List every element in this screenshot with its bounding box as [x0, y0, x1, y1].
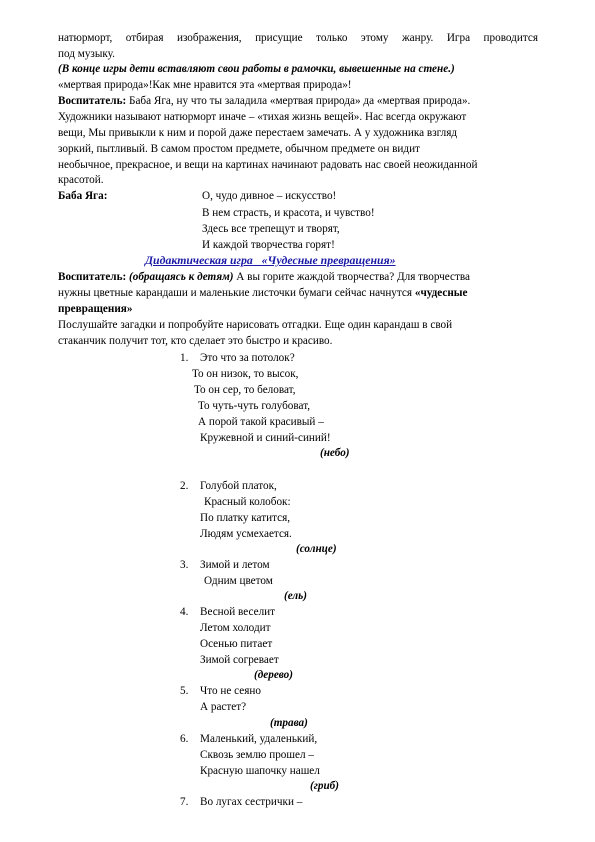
- riddle-line: А растет?: [200, 701, 247, 713]
- game-title-name: «Чудесные превращения»: [261, 253, 396, 267]
- paragraph-line: стаканчик получит тот, кто сделает это быстро и красиво.: [58, 335, 333, 347]
- verse-line: В нем страсть, и красота, и чувство!: [202, 207, 375, 219]
- speech-text: Баба Яга, ну что ты заладила «мертвая природа» да «мертвая природа».: [126, 95, 471, 107]
- riddle-line: Что не сеяно: [200, 685, 261, 697]
- riddle-line: Во лугах сестрички –: [200, 796, 303, 808]
- riddle-line: Летом холодит: [200, 622, 271, 634]
- riddle-line: Зимой и летом: [200, 559, 270, 571]
- educator-line: [58, 94, 538, 108]
- riddle-line: Это что за потолок?: [200, 352, 295, 364]
- game-title-label: Дидактическая игра: [145, 253, 253, 267]
- paragraph-line: Художники называют натюрморт иначе – «тихая жизнь вещей». Нас всегда окружают: [58, 111, 467, 123]
- riddle-line: То чуть-чуть голубоват,: [198, 400, 311, 412]
- riddle-line: Одним цветом: [204, 575, 273, 587]
- riddle-answer: (солнце): [296, 543, 337, 555]
- game-name-inline: превращения»: [58, 303, 133, 315]
- riddle-number: 2.: [180, 480, 189, 492]
- paragraph-line: Послушайте загадки и попробуйте нарисовать отгадки. Еще один карандаш в свой: [58, 319, 453, 331]
- riddle-line: Сквозь землю прошел –: [200, 749, 314, 761]
- verse-line: Здесь все трепещут и творят,: [202, 223, 340, 235]
- speaker-label: Воспитатель:: [58, 271, 127, 283]
- paragraph-line: вещи, Мы привыкли к ним и порой даже перестаем замечать. А у художника взгляд: [58, 127, 458, 139]
- riddle-line: Зимой согревает: [200, 654, 279, 666]
- game-name-inline: «чудесные: [412, 287, 468, 299]
- riddle-item: [180, 351, 295, 365]
- riddle-line: То он низок, то высок,: [192, 368, 299, 380]
- riddle-line: То он сер, то беловат,: [194, 384, 296, 396]
- paragraph-line: натюрморт, отбирая изображения, присущие только этому жанру. Игра проводится: [58, 32, 538, 44]
- riddle-item: [180, 558, 270, 572]
- riddle-number: 7.: [180, 796, 189, 808]
- speaker-label: Воспитатель:: [58, 95, 127, 107]
- paragraph-line: под музыку.: [58, 48, 115, 60]
- riddle-line: По платку катится,: [200, 512, 291, 524]
- riddle-item: [180, 732, 317, 746]
- paragraph-line: зоркий, пытливый. В самом простом предмете, обычном предмете он видит: [58, 143, 420, 155]
- riddle-item: [180, 479, 277, 493]
- riddle-item: [180, 605, 275, 619]
- riddle-line: Красный колобок:: [204, 496, 291, 508]
- riddle-number: 1.: [180, 352, 189, 364]
- riddle-item: [180, 795, 302, 809]
- verse-line: И каждой творчества горят!: [202, 239, 335, 251]
- riddle-line: Голубой платок,: [200, 480, 277, 492]
- riddle-line: Людям усмехается.: [200, 528, 292, 540]
- speech-text: нужны цветные карандаши и маленькие листочки бумаги сейчас начнутся: [58, 287, 413, 299]
- riddle-line: Красную шапочку нашел: [200, 765, 320, 777]
- riddle-line: Весной веселит: [200, 606, 276, 618]
- riddle-number: 4.: [180, 606, 189, 618]
- riddle-answer: (трава): [270, 717, 308, 729]
- riddle-number: 6.: [180, 733, 189, 745]
- riddle-answer: (дерево): [254, 669, 293, 681]
- riddle-answer: (небо): [320, 447, 350, 459]
- children-line: «мертвая природа»!Как мне нравится эта «мертвая природа»!: [58, 79, 352, 91]
- game-title: [145, 253, 396, 267]
- riddle-line: Маленький, удаленький,: [200, 733, 318, 745]
- riddle-answer: (гриб): [310, 780, 339, 792]
- riddle-line: Осенью питает: [200, 638, 273, 650]
- stage-aside: (обращаясь к детям): [126, 271, 234, 283]
- riddle-line: Кружевной и синий-синий!: [200, 432, 331, 444]
- riddle-item: [180, 684, 261, 698]
- stage-direction: (В конце игры дети вставляют свои работы в рамочки, вывешенные на стене.): [58, 63, 455, 75]
- paragraph-line: красотой.: [58, 174, 104, 186]
- educator-line: [58, 270, 538, 284]
- verse-line: О, чудо дивное – искусство!: [202, 190, 337, 202]
- riddle-answer: (ель): [284, 590, 307, 602]
- riddle-number: 3.: [180, 559, 189, 571]
- riddle-line: А порой такой красивый –: [198, 416, 324, 428]
- paragraph-line: необычное, прекрасное, и вещи на картинах начинают радовать нас своей неожиданной: [58, 159, 478, 171]
- educator-line: [58, 286, 538, 300]
- riddle-number: 5.: [180, 685, 189, 697]
- speech-text: А вы горите жаждой творчества? Для творчества: [233, 271, 470, 283]
- speaker-label: Баба Яга:: [58, 190, 108, 202]
